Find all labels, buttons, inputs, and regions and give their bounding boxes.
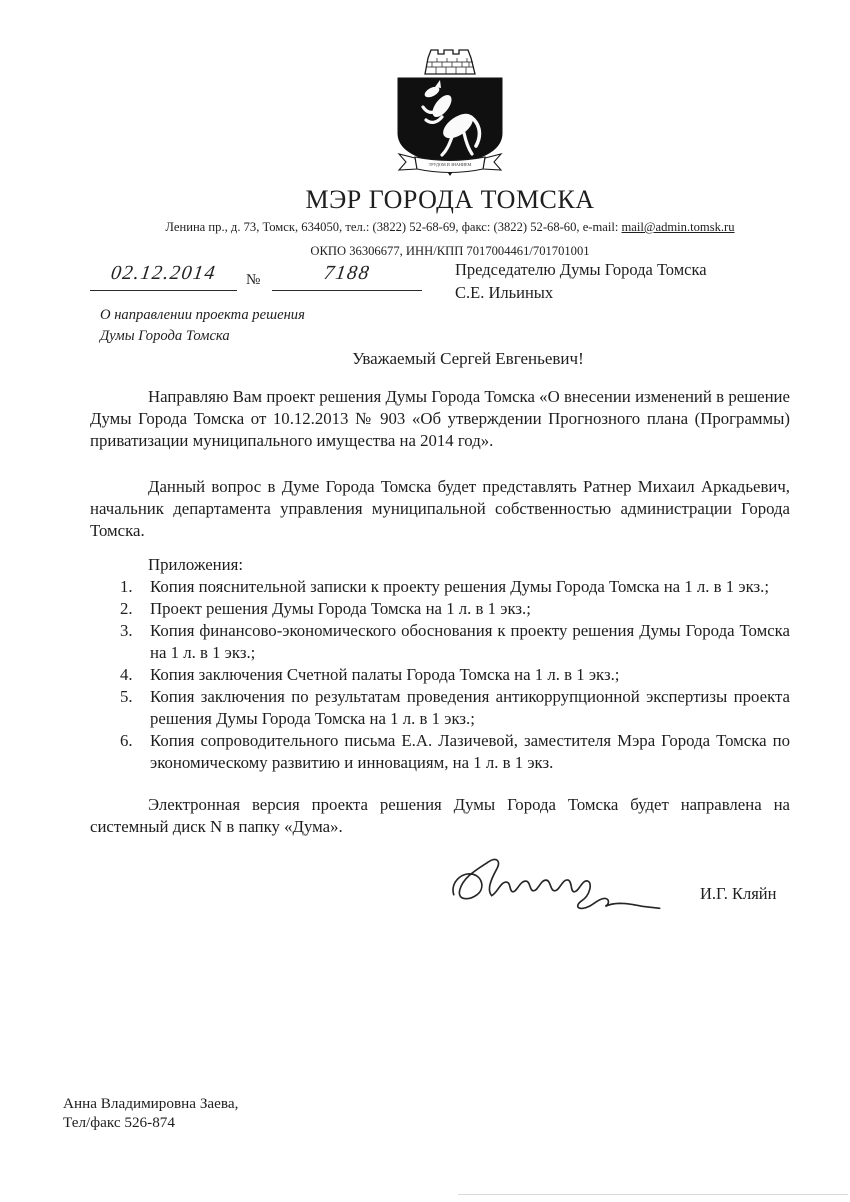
- attachment-item: Копия заключения по результатам проведения антикоррупционной экспертизы проекта решения Думы Города Томска на 1 л. в 1 экз.;: [150, 687, 790, 728]
- tomsk-coat-of-arms-icon: [385, 45, 515, 185]
- attachment-item: Копия пояснительной записки к проекту решения Думы Города Томска на 1 л. в 1 экз.;: [150, 577, 770, 596]
- date-field: [90, 262, 237, 291]
- attachment-item: Копия сопроводительного письма Е.А. Лазичевой, заместителя Мэра Города Томска по экономическому развитию и инновациям, на 1 л. в 1 экз.: [150, 731, 790, 772]
- handwritten-signature-icon: [447, 850, 682, 918]
- motto-text: ТРУДОМ И ЗНАНИЕМ: [428, 162, 472, 167]
- executor-name: Анна Владимировна Заева,: [63, 1095, 239, 1112]
- attachment-item: Проект решения Думы Города Томска на 1 л. в 1 экз.;: [150, 599, 531, 618]
- addressee-title: Председателю Думы Города Томска: [455, 260, 707, 279]
- okpo-line: ОКПО 36306677, ИНН/КПП 7017004461/701701001: [310, 244, 590, 258]
- address-line: [50, 220, 850, 235]
- scan-artifact-line: [458, 1194, 848, 1195]
- address-text: Ленина пр., д. 73, Томск, 634050, тел.: (3822) 52-68-69, факс: (3822) 52-68-60, e-mail:: [165, 220, 622, 234]
- attachment-item: Копия финансово-экономического обоснования к проекту решения Думы Города Томска на 1 л. в 1 экз.;: [150, 621, 790, 662]
- subject-block: [100, 305, 305, 347]
- salutation: Уважаемый Сергей Евгеньевич!: [352, 349, 584, 368]
- number-field: [272, 262, 422, 291]
- number-sign: №: [246, 272, 261, 288]
- handwritten-date: 02.12.2014: [109, 262, 218, 284]
- body-paragraph-1: Направляю Вам проект решения Думы Города Томска «О внесении изменений в решение Думы Города Томска от 10.12.2013 № 903 «Об утверждении Прогнозного плана (Программы) приватизации муниципального имущества на 2014 год».: [90, 387, 790, 450]
- addressee-name: С.Е. Ильиных: [455, 283, 554, 302]
- attachments-list: [90, 576, 790, 774]
- executor-phone: Тел/факс 526-874: [63, 1114, 175, 1131]
- letter-body: [90, 386, 790, 838]
- body-paragraph-2: Данный вопрос в Думе Города Томска будет представлять Ратнер Михаил Аркадьевич, начальник департамента управления муниципальной собственностью администрации Города Томска.: [90, 477, 790, 540]
- reference-row: [90, 262, 422, 291]
- executor-contact: [63, 1094, 238, 1132]
- email-link[interactable]: mail@admin.tomsk.ru: [621, 220, 735, 234]
- attachments-heading: Приложения:: [148, 555, 244, 574]
- attachment-item: Копия заключения Счетной палаты Города Томска на 1 л. в 1 экз.;: [150, 665, 620, 684]
- subject-line-2: Думы Города Томска: [100, 328, 230, 344]
- closing-paragraph: Электронная версия проекта решения Думы Города Томска будет направлена на системный диск N в папку «Дума».: [90, 795, 790, 836]
- signer-name: И.Г. Кляйн: [700, 884, 777, 903]
- handwritten-number: 7188: [322, 262, 372, 284]
- addressee-block: [455, 258, 707, 304]
- organization-name: МЭР ГОРОДА ТОМСКА: [305, 185, 595, 214]
- letterhead: [50, 45, 850, 259]
- subject-line-1: О направлении проекта решения: [100, 307, 305, 323]
